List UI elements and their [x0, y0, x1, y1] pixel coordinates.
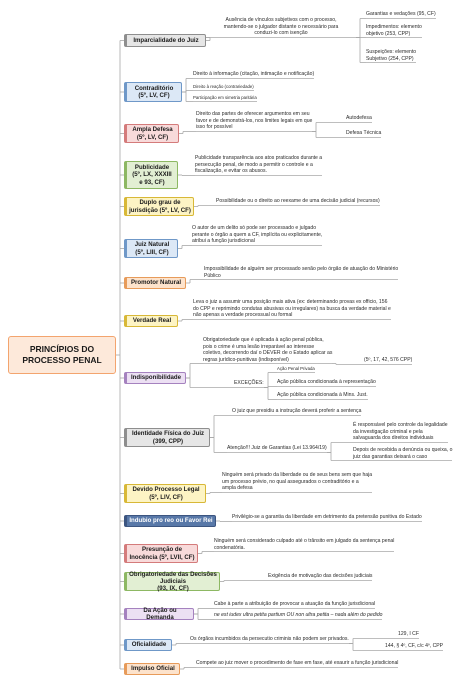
- leaf-suspeicoes: Suspeições: elemento Subjetivo (254, CPP): [366, 49, 417, 62]
- leaf-ref-144: 144, § 4º, CF, c/c 4º, CPP: [385, 643, 444, 649]
- leaf-direito-informacao: Direito à informação (citação, intimação e notificação): [193, 71, 315, 77]
- leaf-cond-representacao: Ação pública condicionada à representação: [277, 379, 376, 385]
- leaf-oficialidade-desc: Os órgãos incumbidos da persecutio criminis não podem ser privados.: [190, 636, 349, 642]
- topic-publicidade[interactable]: Publicidade (5º, LX, XXXIII e 93, CF): [124, 161, 178, 189]
- leaf-ampla-defesa-desc: Direito das partes de oferecer argumentos em seu favor e de demonstrá-los, nos limites legais em que isso for possível: [196, 111, 313, 131]
- topic-oficialidade[interactable]: Oficialidade: [124, 639, 172, 651]
- topic-presuncao-inocencia[interactable]: Presunção de Inocência (5º, LVII, CF): [124, 544, 198, 563]
- leaf-verdade-real-desc: Leva o juiz a assumir uma posição mais ativa (ex: determinando provas ex officio, 156 do CPP e reprimindo condutas abusivas ou irregulares) na busca da verdade material e não apenas a verdade processual ou formal: [193, 299, 391, 319]
- leaf-garantias-vedacoes: Garantias e vedações (95, CF): [366, 11, 436, 17]
- leaf-imparcialidade-desc: Ausência de vínculos subjetivos com o processo, mantendo-se o julgador distante o necessário para conduzi-lo com isenção: [223, 17, 339, 37]
- topic-contraditorio[interactable]: Contraditório (5º, LV, CF): [124, 82, 182, 102]
- leaf-promotor-desc: Impossibilidade de alguém ser processado senão pelo órgão de atuação do Ministério Público: [204, 266, 399, 279]
- topic-devido-processo[interactable]: Devido Processo Legal (5º, LIV, CF): [124, 484, 206, 503]
- topic-juiz-natural[interactable]: Juiz Natural (5º, LIII, CF): [124, 239, 178, 258]
- leaf-devido-processo-desc: Ninguém será privado da liberdade ou de seus bens sem que haja um processo prévio, no qual assegurados o contraditório e a ampla defesa: [222, 472, 373, 492]
- leaf-indisponibilidade-desc: Obrigatoriedade que é aplicada à ação penal pública, pois o crime é uma lesão irreparável ao interesse coletivo, decorrendo daí o DEVER de o Estado aplicar as regras jurídico-punitivas (indisponível): [203, 337, 333, 363]
- leaf-participacao-simetria: Participação em simetria paritária: [193, 95, 257, 100]
- leaf-recebida-denuncia: Depois de recebida a denúncia ou queixa, o juiz das garantias deixará o caso: [353, 447, 453, 460]
- leaf-ref-129: 129, I CF: [398, 631, 419, 637]
- leaf-controle-legalidade: É responsável pelo controle da legalidade da investigação criminal e pela salvaguarda dos direitos individuais: [353, 422, 448, 442]
- leaf-duplo-grau-desc: Possibilidade ou o direito ao reexame de uma decisão judicial (recursos): [216, 198, 380, 204]
- leaf-ne-est-iudex: ne est iudex ultra petita partium OU non ultra petita – nada além do pedido: [214, 612, 383, 618]
- topic-indubio-pro-reo[interactable]: Indubio pro reo ou Favor Rei: [124, 515, 216, 527]
- leaf-impulso-desc: Compete ao juiz mover o procedimento de fase em fase, até exaurir a função jurisdicional: [196, 660, 399, 666]
- leaf-acao-demanda-desc: Cabe à parte a atribuição de provocar a atuação da função jurisdicional: [214, 601, 376, 607]
- topic-identidade-fisica[interactable]: Identidade Física do Juiz (399, CPP): [124, 428, 210, 447]
- leaf-direito-reacao: Direito à reação (contrariedade): [193, 84, 254, 89]
- topic-ampla-defesa[interactable]: Ampla Defesa (5º, LV, CF): [124, 124, 179, 143]
- topic-imparcialidade[interactable]: Imparcialidade do Juiz: [124, 34, 206, 47]
- topic-duplo-grau[interactable]: Duplo grau de jurisdição (5º, LV, CF): [124, 197, 194, 216]
- topic-verdade-real[interactable]: Verdade Real: [124, 315, 178, 327]
- leaf-excecoes: EXCEÇÕES:: [234, 380, 264, 386]
- topic-impulso-oficial[interactable]: Impulso Oficial: [124, 663, 180, 675]
- topic-indisponibilidade[interactable]: Indisponibilidade: [124, 372, 186, 384]
- leaf-publicidade-desc: Publicidade transparência aos atos praticados durante a persecução penal, de modo a permitir o controle e a fiscalização, e evitar os abusos.: [195, 155, 323, 175]
- leaf-acao-penal-privada: Ação Penal Privada: [277, 366, 315, 371]
- leaf-identidade-desc: O juiz que presidiu a instrução deverá proferir a sentença: [232, 408, 362, 414]
- leaf-cond-ministro: Ação pública condicionada à Mins. Just.: [277, 392, 368, 398]
- leaf-indubio-desc: Privilégio-se a garantia da liberdade em detrimento da pretensão punitiva do Estado: [232, 514, 422, 520]
- topic-obrigatoriedade-decisoes[interactable]: Obrigatoriedade das Decisões Judiciais (93, IX, CF): [124, 572, 220, 591]
- root-topic-principios[interactable]: PRINCÍPIOS DO PROCESSO PENAL: [8, 336, 116, 374]
- topic-promotor-natural[interactable]: Promotor Natural: [124, 277, 186, 289]
- leaf-presuncao-desc: Ninguém será considerado culpado até o trânsito em julgado da sentença penal condenatória.: [214, 538, 395, 551]
- leaf-autodefesa: Autodefesa: [346, 115, 372, 121]
- topic-acao-demanda[interactable]: Da Ação ou Demanda: [124, 608, 194, 620]
- leaf-defesa-tecnica: Defesa Técnica: [346, 130, 382, 136]
- leaf-indisponibilidade-ref: (5º, 17, 42, 576 CPP): [364, 357, 413, 363]
- leaf-juiz-garantias: Atenção!!! Juiz de Garantias (Lei 13.964/19): [227, 445, 327, 451]
- leaf-juiz-natural-desc: O autor de um delito só pode ser processado e julgado perante o órgão a quem a CF, implícita ou explicitamente, atribui a função jurisdicional: [192, 225, 323, 245]
- leaf-impedimentos: Impedimentos: elemento objetivo (253, CPP): [366, 24, 422, 37]
- leaf-obrigatoriedade-desc: Exigência de motivação das decisões judiciais: [268, 573, 373, 579]
